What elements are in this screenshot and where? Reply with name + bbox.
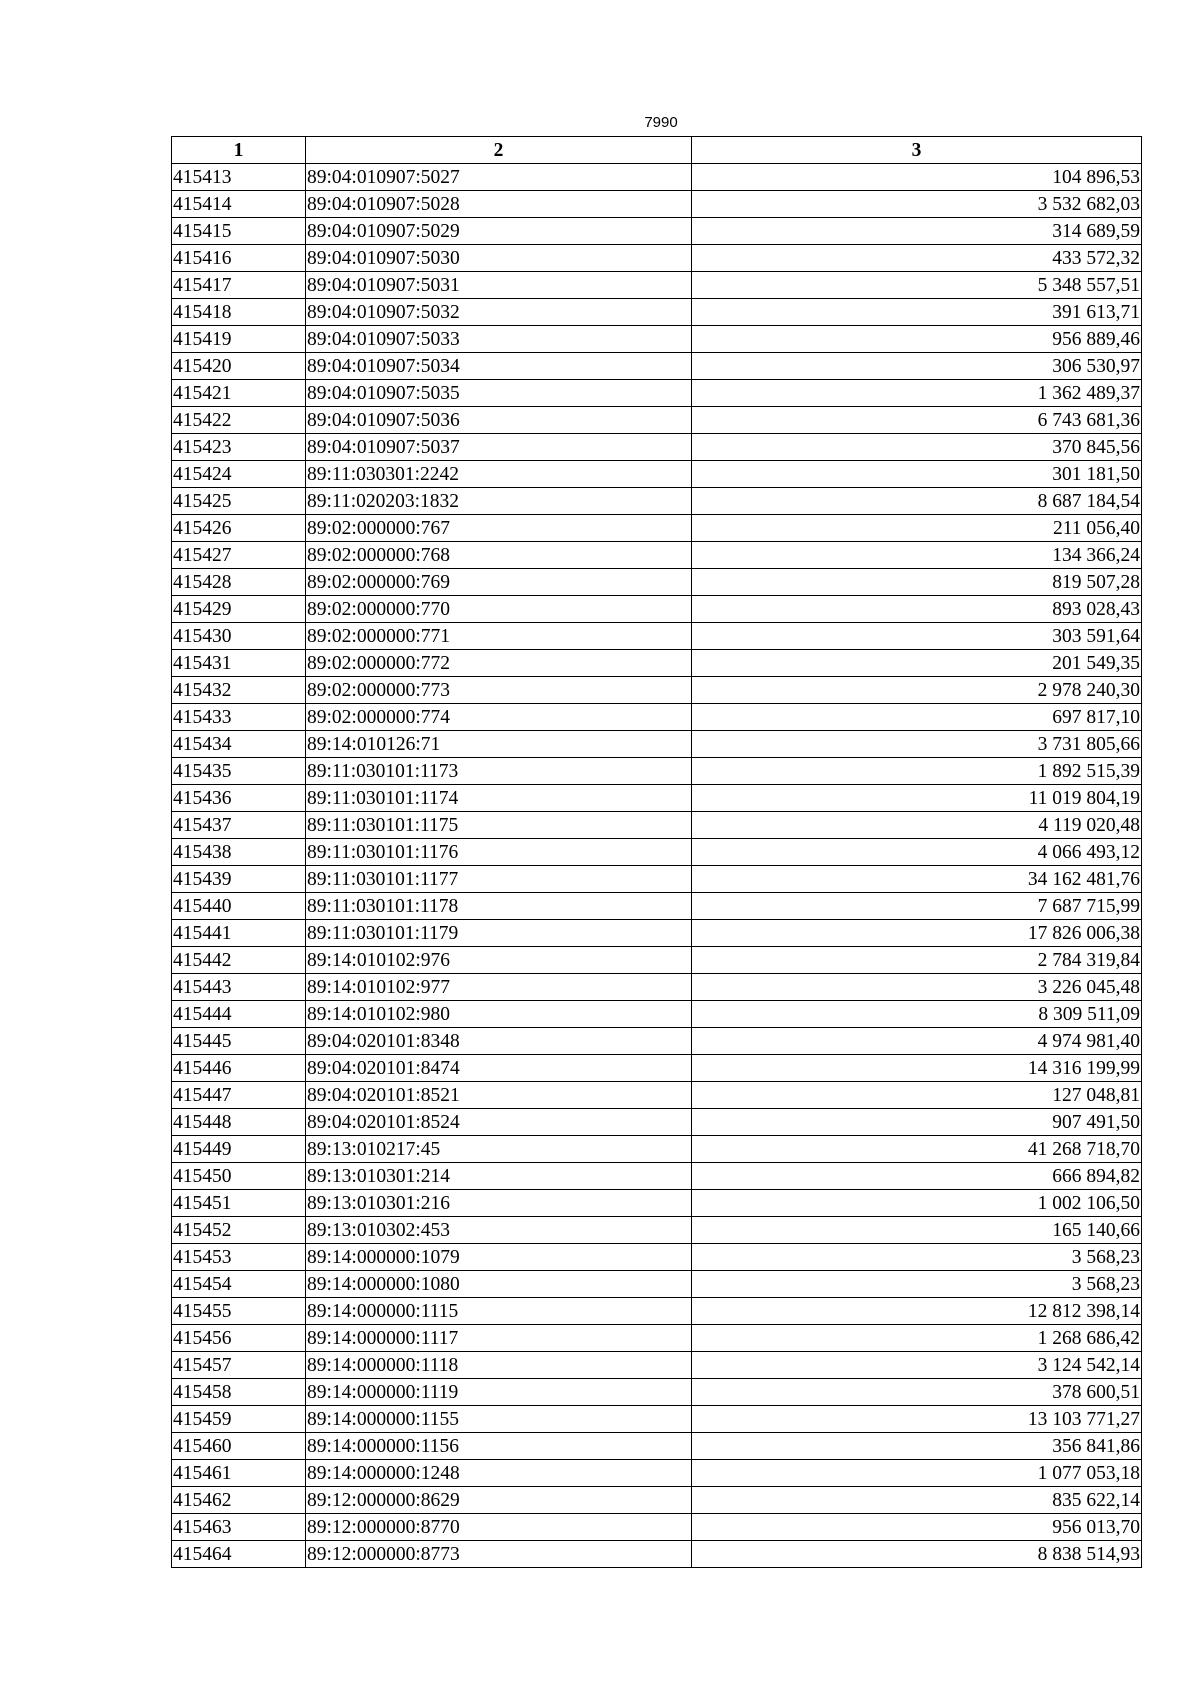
table-row [172, 1460, 1142, 1487]
cadastral-value: 1 268 686,42 [692, 1325, 1142, 1352]
table-row [172, 1406, 1142, 1433]
table-row [172, 1352, 1142, 1379]
cadastral-number: 89:04:010907:5032 [306, 299, 692, 326]
row-number: 415425 [172, 488, 306, 515]
table-row [172, 785, 1142, 812]
table-row [172, 704, 1142, 731]
row-number: 415446 [172, 1055, 306, 1082]
table-row [172, 677, 1142, 704]
cadastral-value: 134 366,24 [692, 542, 1142, 569]
cadastral-number: 89:14:010126:71 [306, 731, 692, 758]
row-number: 415421 [172, 380, 306, 407]
cadastral-number: 89:13:010301:214 [306, 1163, 692, 1190]
cadastral-value: 3 226 045,48 [692, 974, 1142, 1001]
cadastral-value: 391 613,71 [692, 299, 1142, 326]
cadastral-value: 3 568,23 [692, 1271, 1142, 1298]
cadastral-number: 89:04:010907:5031 [306, 272, 692, 299]
cadastral-value: 11 019 804,19 [692, 785, 1142, 812]
cadastral-number: 89:02:000000:768 [306, 542, 692, 569]
cadastral-number: 89:14:000000:1118 [306, 1352, 692, 1379]
cadastral-number: 89:04:020101:8524 [306, 1109, 692, 1136]
table-row [172, 353, 1142, 380]
cadastral-value: 104 896,53 [692, 164, 1142, 191]
cadastral-value: 3 731 805,66 [692, 731, 1142, 758]
row-number: 415438 [172, 839, 306, 866]
cadastral-value: 893 028,43 [692, 596, 1142, 623]
table-row [172, 623, 1142, 650]
cadastral-value: 378 600,51 [692, 1379, 1142, 1406]
cadastral-number: 89:11:020203:1832 [306, 488, 692, 515]
table-row [172, 1244, 1142, 1271]
cadastral-number: 89:04:010907:5037 [306, 434, 692, 461]
table-row [172, 488, 1142, 515]
row-number: 415429 [172, 596, 306, 623]
cadastral-number: 89:02:000000:769 [306, 569, 692, 596]
row-number: 415432 [172, 677, 306, 704]
cadastral-value: 907 491,50 [692, 1109, 1142, 1136]
cadastral-value: 3 532 682,03 [692, 191, 1142, 218]
table-row [172, 866, 1142, 893]
row-number: 415415 [172, 218, 306, 245]
row-number: 415450 [172, 1163, 306, 1190]
cadastral-number: 89:04:010907:5030 [306, 245, 692, 272]
cadastral-number: 89:14:000000:1117 [306, 1325, 692, 1352]
row-number: 415460 [172, 1433, 306, 1460]
cadastral-number: 89:14:000000:1115 [306, 1298, 692, 1325]
table-row [172, 812, 1142, 839]
cadastral-value: 165 140,66 [692, 1217, 1142, 1244]
table-row [172, 1055, 1142, 1082]
cadastral-number: 89:14:000000:1119 [306, 1379, 692, 1406]
cadastral-value: 306 530,97 [692, 353, 1142, 380]
cadastral-number: 89:04:020101:8348 [306, 1028, 692, 1055]
cadastral-number: 89:11:030101:1179 [306, 920, 692, 947]
table-row [172, 974, 1142, 1001]
row-number: 415416 [172, 245, 306, 272]
cadastral-number: 89:11:030101:1177 [306, 866, 692, 893]
row-number: 415439 [172, 866, 306, 893]
cadastral-number: 89:14:000000:1079 [306, 1244, 692, 1271]
table-row [172, 1514, 1142, 1541]
row-number: 415455 [172, 1298, 306, 1325]
cadastral-value: 819 507,28 [692, 569, 1142, 596]
table-row [172, 245, 1142, 272]
cadastral-number: 89:04:010907:5029 [306, 218, 692, 245]
cadastral-number: 89:12:000000:8629 [306, 1487, 692, 1514]
cadastral-number: 89:02:000000:770 [306, 596, 692, 623]
cadastral-number: 89:13:010217:45 [306, 1136, 692, 1163]
table-row [172, 1082, 1142, 1109]
cadastral-value: 13 103 771,27 [692, 1406, 1142, 1433]
cadastral-value: 956 013,70 [692, 1514, 1142, 1541]
cadastral-value: 1 002 106,50 [692, 1190, 1142, 1217]
row-number: 415443 [172, 974, 306, 1001]
column-header-1: 1 [172, 137, 306, 164]
row-number: 415419 [172, 326, 306, 353]
table-row [172, 596, 1142, 623]
cadastral-value: 301 181,50 [692, 461, 1142, 488]
cadastral-number: 89:04:020101:8474 [306, 1055, 692, 1082]
table-row [172, 218, 1142, 245]
cadastral-value: 303 591,64 [692, 623, 1142, 650]
table-header [172, 137, 1142, 164]
row-number: 415447 [172, 1082, 306, 1109]
cadastral-value: 835 622,14 [692, 1487, 1142, 1514]
table-row [172, 1190, 1142, 1217]
cadastral-number: 89:12:000000:8770 [306, 1514, 692, 1541]
row-number: 415427 [172, 542, 306, 569]
row-number: 415456 [172, 1325, 306, 1352]
table-row [172, 1001, 1142, 1028]
row-number: 415422 [172, 407, 306, 434]
header-row [172, 137, 1142, 164]
table-row [172, 434, 1142, 461]
row-number: 415433 [172, 704, 306, 731]
cadastral-value: 1 362 489,37 [692, 380, 1142, 407]
table-row [172, 650, 1142, 677]
cadastral-number: 89:04:010907:5035 [306, 380, 692, 407]
row-number: 415459 [172, 1406, 306, 1433]
cadastral-number: 89:14:010102:980 [306, 1001, 692, 1028]
table-row [172, 839, 1142, 866]
row-number: 415418 [172, 299, 306, 326]
row-number: 415413 [172, 164, 306, 191]
table-row [172, 893, 1142, 920]
cadastral-number: 89:11:030101:1173 [306, 758, 692, 785]
row-number: 415436 [172, 785, 306, 812]
row-number: 415440 [172, 893, 306, 920]
table-row [172, 1433, 1142, 1460]
table-row [172, 515, 1142, 542]
table-row [172, 326, 1142, 353]
cadastral-number: 89:11:030301:2242 [306, 461, 692, 488]
cadastral-number: 89:02:000000:774 [306, 704, 692, 731]
cadastral-value: 4 066 493,12 [692, 839, 1142, 866]
table-row [172, 569, 1142, 596]
table-row [172, 1136, 1142, 1163]
row-number: 415449 [172, 1136, 306, 1163]
cadastral-value: 17 826 006,38 [692, 920, 1142, 947]
cadastral-value: 127 048,81 [692, 1082, 1142, 1109]
cadastral-value: 5 348 557,51 [692, 272, 1142, 299]
table-row [172, 1028, 1142, 1055]
cadastral-number: 89:14:010102:977 [306, 974, 692, 1001]
cadastral-value: 356 841,86 [692, 1433, 1142, 1460]
row-number: 415452 [172, 1217, 306, 1244]
table-row [172, 1487, 1142, 1514]
cadastral-value: 2 784 319,84 [692, 947, 1142, 974]
row-number: 415424 [172, 461, 306, 488]
table-row [172, 407, 1142, 434]
cadastral-value: 433 572,32 [692, 245, 1142, 272]
table-row [172, 1541, 1142, 1568]
row-number: 415417 [172, 272, 306, 299]
table-row [172, 1298, 1142, 1325]
cadastral-value: 12 812 398,14 [692, 1298, 1142, 1325]
table-row [172, 272, 1142, 299]
cadastral-number: 89:14:010102:976 [306, 947, 692, 974]
row-number: 415426 [172, 515, 306, 542]
table-row [172, 164, 1142, 191]
table-row [172, 731, 1142, 758]
table-row [172, 920, 1142, 947]
cadastral-number: 89:11:030101:1175 [306, 812, 692, 839]
cadastral-value: 8 309 511,09 [692, 1001, 1142, 1028]
cadastral-value-table [171, 136, 1142, 1568]
cadastral-value: 666 894,82 [692, 1163, 1142, 1190]
row-number: 415461 [172, 1460, 306, 1487]
cadastral-value: 3 124 542,14 [692, 1352, 1142, 1379]
page-number: 7990 [644, 114, 678, 131]
cadastral-value: 1 892 515,39 [692, 758, 1142, 785]
cadastral-number: 89:04:010907:5027 [306, 164, 692, 191]
table-row [172, 461, 1142, 488]
cadastral-number: 89:11:030101:1178 [306, 893, 692, 920]
row-number: 415457 [172, 1352, 306, 1379]
table-row [172, 1217, 1142, 1244]
table-row [172, 542, 1142, 569]
cadastral-number: 89:02:000000:773 [306, 677, 692, 704]
row-number: 415462 [172, 1487, 306, 1514]
cadastral-value: 201 549,35 [692, 650, 1142, 677]
cadastral-number: 89:13:010301:216 [306, 1190, 692, 1217]
table-row [172, 1379, 1142, 1406]
cadastral-value: 4 974 981,40 [692, 1028, 1142, 1055]
row-number: 415464 [172, 1541, 306, 1568]
cadastral-value: 8 687 184,54 [692, 488, 1142, 515]
cadastral-number: 89:02:000000:771 [306, 623, 692, 650]
table-row [172, 1109, 1142, 1136]
cadastral-number: 89:11:030101:1176 [306, 839, 692, 866]
cadastral-value: 211 056,40 [692, 515, 1142, 542]
row-number: 415463 [172, 1514, 306, 1541]
row-number: 415437 [172, 812, 306, 839]
cadastral-number: 89:14:000000:1080 [306, 1271, 692, 1298]
column-header-2: 2 [306, 137, 692, 164]
cadastral-number: 89:04:010907:5036 [306, 407, 692, 434]
cadastral-value: 41 268 718,70 [692, 1136, 1142, 1163]
cadastral-value: 3 568,23 [692, 1244, 1142, 1271]
row-number: 415431 [172, 650, 306, 677]
column-header-3: 3 [692, 137, 1142, 164]
cadastral-value: 7 687 715,99 [692, 893, 1142, 920]
table-row [172, 299, 1142, 326]
cadastral-number: 89:12:000000:8773 [306, 1541, 692, 1568]
cadastral-number: 89:13:010302:453 [306, 1217, 692, 1244]
cadastral-value: 314 689,59 [692, 218, 1142, 245]
row-number: 415453 [172, 1244, 306, 1271]
table-row [172, 758, 1142, 785]
cadastral-number: 89:14:000000:1248 [306, 1460, 692, 1487]
table-row [172, 947, 1142, 974]
cadastral-number: 89:14:000000:1156 [306, 1433, 692, 1460]
cadastral-value: 34 162 481,76 [692, 866, 1142, 893]
row-number: 415430 [172, 623, 306, 650]
row-number: 415454 [172, 1271, 306, 1298]
cadastral-number: 89:04:020101:8521 [306, 1082, 692, 1109]
row-number: 415435 [172, 758, 306, 785]
table-row [172, 1163, 1142, 1190]
table-row [172, 191, 1142, 218]
row-number: 415428 [172, 569, 306, 596]
row-number: 415445 [172, 1028, 306, 1055]
row-number: 415458 [172, 1379, 306, 1406]
cadastral-value: 6 743 681,36 [692, 407, 1142, 434]
row-number: 415448 [172, 1109, 306, 1136]
cadastral-value: 14 316 199,99 [692, 1055, 1142, 1082]
row-number: 415434 [172, 731, 306, 758]
row-number: 415451 [172, 1190, 306, 1217]
row-number: 415414 [172, 191, 306, 218]
row-number: 415442 [172, 947, 306, 974]
cadastral-number: 89:02:000000:772 [306, 650, 692, 677]
cadastral-value: 956 889,46 [692, 326, 1142, 353]
cadastral-number: 89:04:010907:5028 [306, 191, 692, 218]
cadastral-number: 89:14:000000:1155 [306, 1406, 692, 1433]
cadastral-value: 370 845,56 [692, 434, 1142, 461]
cadastral-value: 4 119 020,48 [692, 812, 1142, 839]
cadastral-number: 89:11:030101:1174 [306, 785, 692, 812]
cadastral-value: 697 817,10 [692, 704, 1142, 731]
row-number: 415441 [172, 920, 306, 947]
cadastral-number: 89:04:010907:5034 [306, 353, 692, 380]
cadastral-number: 89:04:010907:5033 [306, 326, 692, 353]
table-row [172, 1325, 1142, 1352]
row-number: 415423 [172, 434, 306, 461]
cadastral-number: 89:02:000000:767 [306, 515, 692, 542]
row-number: 415420 [172, 353, 306, 380]
table-row [172, 1271, 1142, 1298]
cadastral-value: 1 077 053,18 [692, 1460, 1142, 1487]
table-body [172, 164, 1142, 1568]
table-row [172, 380, 1142, 407]
cadastral-value: 2 978 240,30 [692, 677, 1142, 704]
cadastral-value: 8 838 514,93 [692, 1541, 1142, 1568]
row-number: 415444 [172, 1001, 306, 1028]
